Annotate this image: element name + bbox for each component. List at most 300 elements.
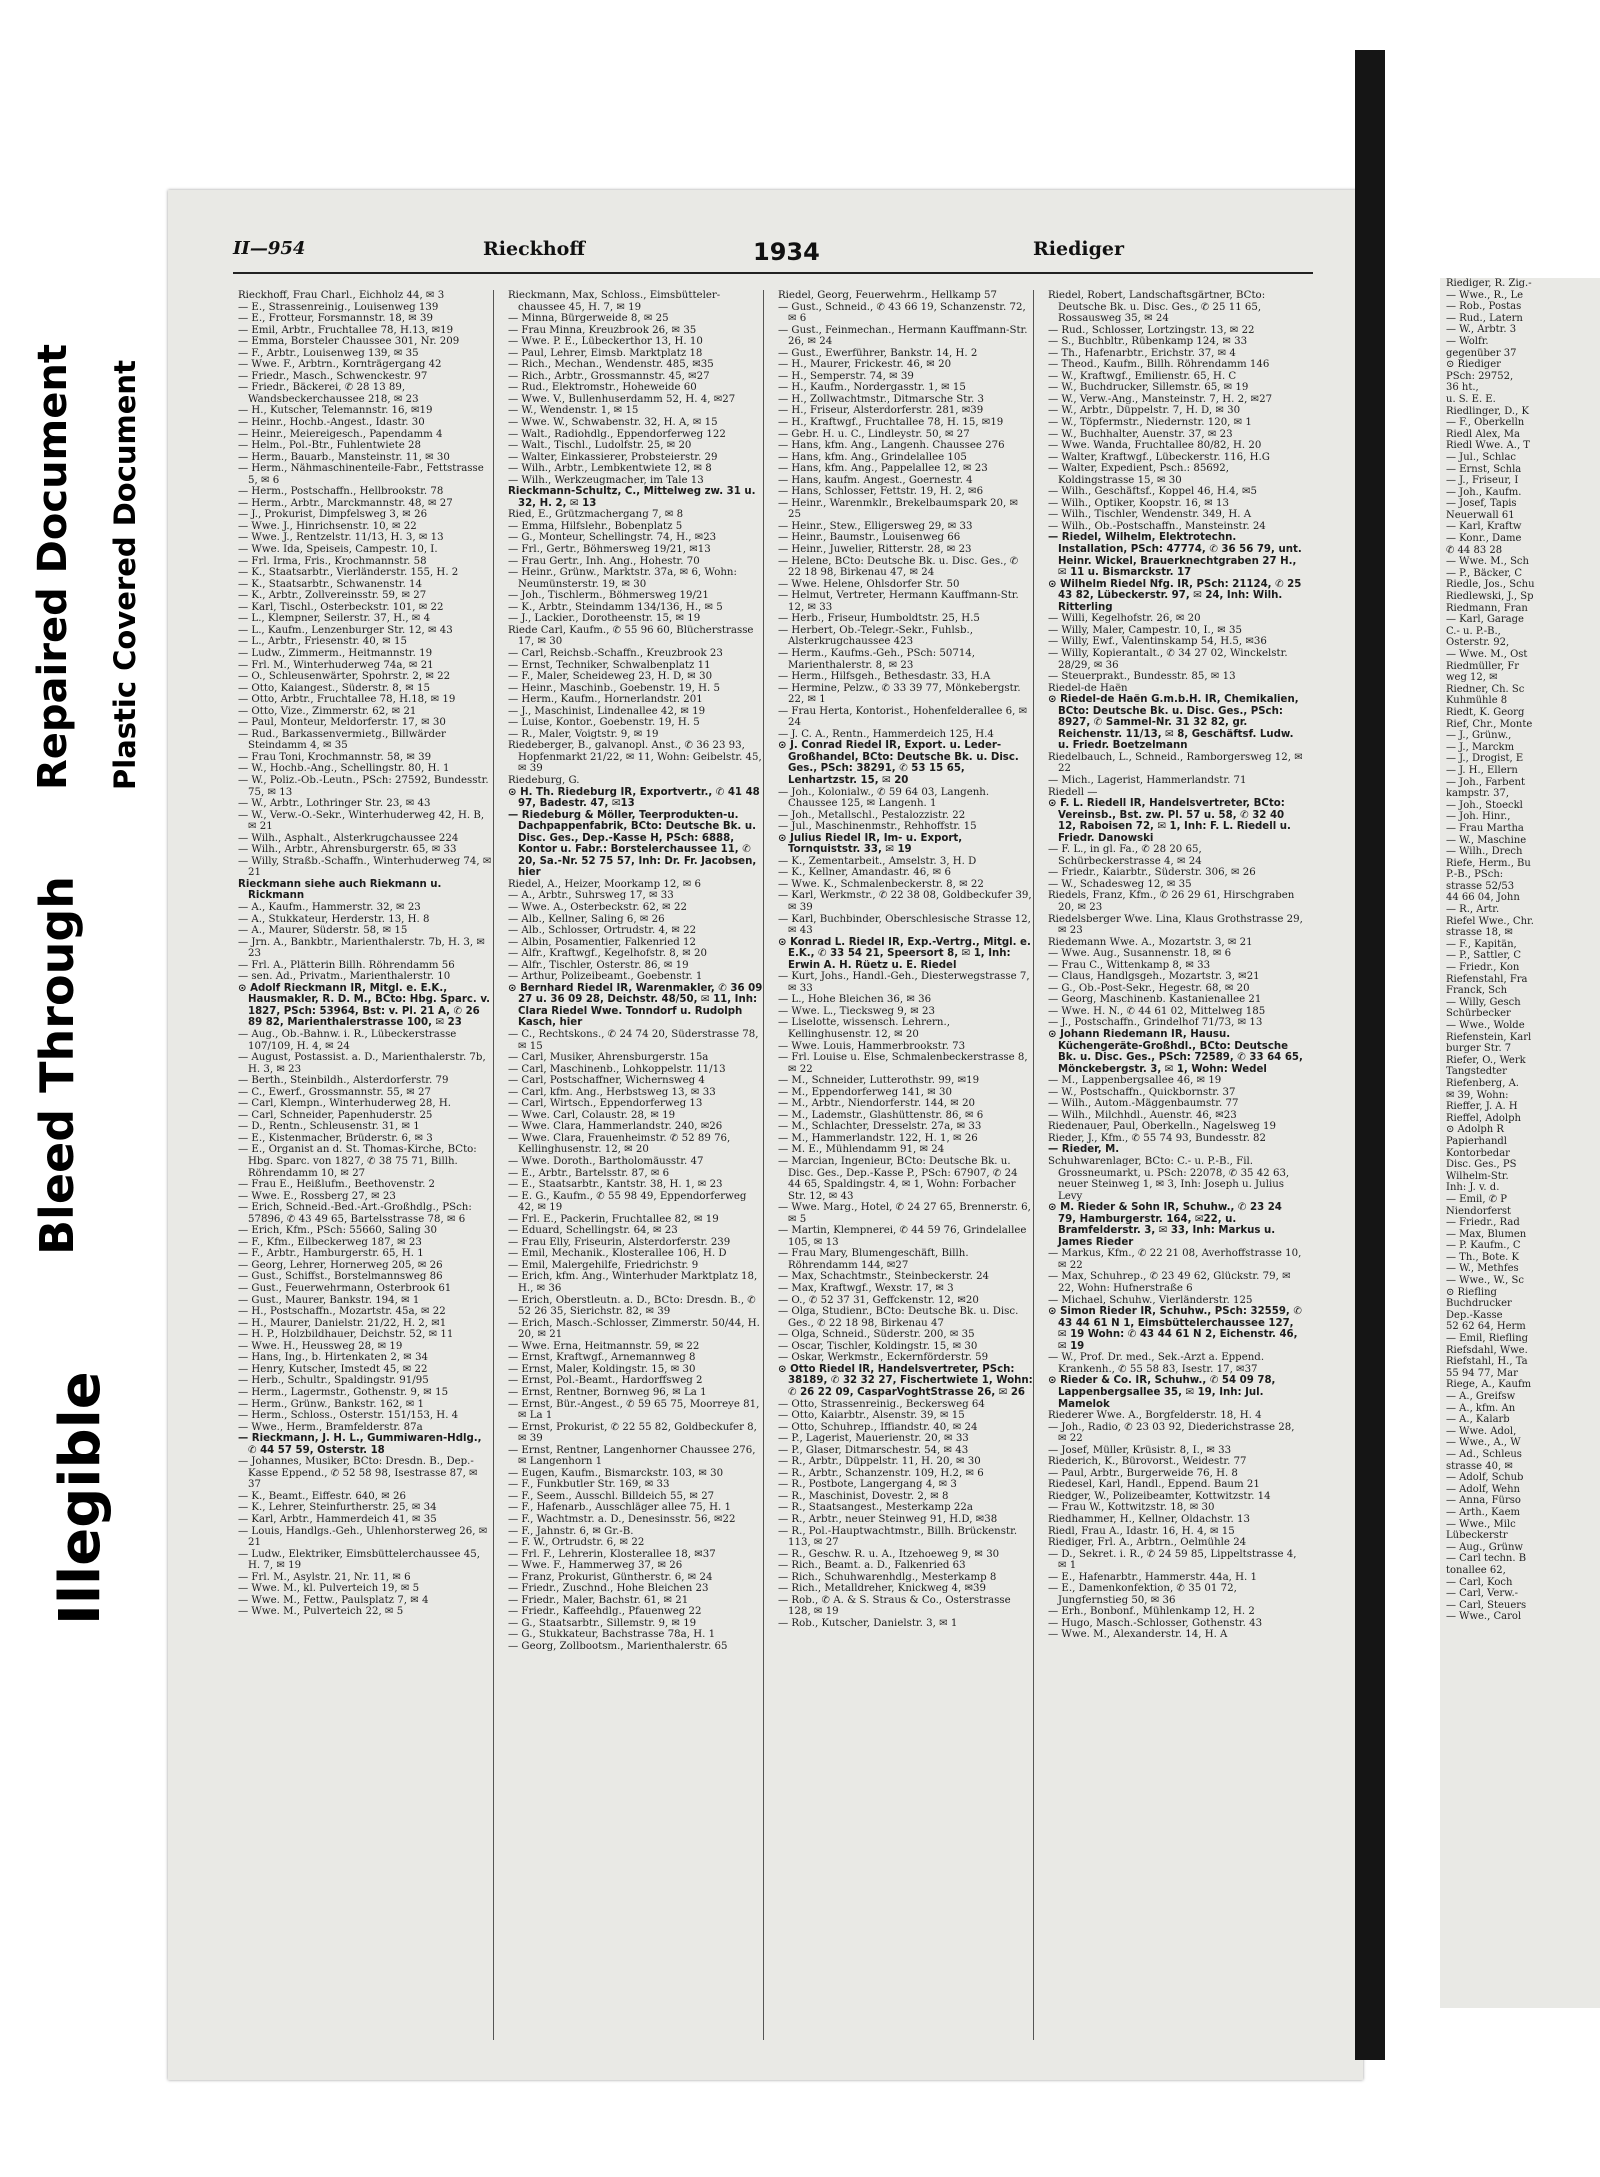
directory-entry: Riedelsberger Wwe. Lina, Klaus Grothstrasse 29, ✉ 23 [1048, 913, 1303, 937]
directory-entry: — Rud., Barkassenvermietg., Billwärder Steindamm 4, ✉ 35 [238, 728, 446, 752]
directory-entry: — Hans, kfm. Ang., Langenh. Chaussee 276 [778, 440, 1005, 452]
adjacent-page-line: — Anna, Fürso [1446, 1495, 1521, 1507]
directory-entry: ⊙ Adolf Rieckmann IR, Mitgl. e. E.K., Hausmakler, R. D. M., BCto: Hbg. Sparc. v. 1827, PSch: 53964, Bst: v. Pl. 21 A, ✆ 26 89 82, Marienthalerstrasse 100, ✉ 23 [238, 982, 490, 1029]
directory-entry: — Herm., Postschaffn., Hellbrookstr. 78 [238, 486, 444, 498]
directory-entry: — Max, Schuhrep., ✆ 23 49 62, Glückstr. 79, ✉ 22, Wohn: Hufnerstraße 6 [1048, 1271, 1291, 1295]
directory-entry: — Joh., Metallschl., Pestalozzistr. 22 [778, 809, 966, 821]
directory-entry: — Erich, Schneid.-Bed.-Art.-Großhdlg., PSch: 57896, ✆ 43 49 65, Bartelsstrasse 78, ✉ 6 [238, 1202, 472, 1225]
directory-entry: — Otto, Arbtr., Fruchtallee 78, H.18, ✉ 19 [238, 694, 456, 706]
directory-entry: — Hans, Schlosser, Fettstr. 19, H. 2, ✉6 [778, 486, 984, 498]
directory-entry: Riedelbauch, L., Schneid., Ramborgersweg 12, ✉ 22 [1048, 751, 1303, 775]
directory-entry: — Erich, Masch.-Schlosser, Zimmerstr. 50/44, H. 20, ✉ 21 [508, 1317, 760, 1341]
directory-entry: — F., Arbtr., Hamburgerstr. 65, H. 1 [238, 1248, 424, 1260]
directory-entry: — Hans, kfm. Ang., Grindelallee 105 [778, 451, 967, 463]
directory-entry: Riediger, Frl. A., Arbtrn., Oelmühle 24 [1048, 1537, 1247, 1549]
directory-entry: — Gust., Feuerwehrmann, Osterbrook 61 [238, 1283, 452, 1295]
adjacent-page-line: — Joh. Hinr., [1446, 811, 1511, 823]
directory-entry: — Henry, Kutscher, Imstedt 45, ✉ 22 [238, 1363, 428, 1375]
directory-entry: — Emma, Borsteler Chaussee 301, Nr. 209 [238, 336, 460, 348]
directory-entry: — Wwe. A., Osterbeckstr. 62, ✉ 22 [508, 901, 687, 913]
directory-entry: — Carl, Maschinenb., Lohkoppelstr. 11/13 [508, 1063, 726, 1075]
directory-entry: — C., Rechtskons., ✆ 24 74 20, Süderstrasse 78, ✉ 15 [508, 1029, 759, 1052]
header-left-guide-word: Rieckhoff [483, 238, 585, 260]
directory-entry: — Wwe. M., Fettw., Paulsplatz 7, ✉ 4 [238, 1594, 429, 1606]
directory-entry: — F., Jahnstr. 6, ✉ Gr.-B. [508, 1525, 634, 1537]
directory-entry: — Marcian, Ingenieur, BCto: Deutsche Bk. u. Disc. Ges., Dep.-Kasse P., PSch: 67907, ✆ 24 44 65, Spaldingstr. 4, ✉ 1, Wohn: Forbacher Str. 12, ✉ 43 [778, 1156, 1018, 1202]
directory-entry: — Heinr., Warenmklr., Brekelbaumspark 20, ✉ 25 [778, 497, 1019, 521]
directory-entry: — Eduard, Schellingstr. 64, ✉ 23 [508, 1225, 678, 1237]
directory-entry: Riedenauer, Paul, Oberkelln., Nagelsweg 19 [1048, 1121, 1276, 1133]
directory-entry: — Arthur, Polizeibeamt., Goebenstr. 1 [508, 971, 703, 983]
directory-entry: — Wwe. Carl, Colaustr. 28, ✉ 19 [508, 1109, 676, 1121]
directory-entry: — R., Geschw. R. u. A., Itzehoeweg 9, ✉ 30 [778, 1548, 1000, 1560]
adjacent-page-line: — Carl, Verw.- [1446, 1588, 1519, 1600]
directory-entry: — W., Arbtr., Düppelstr. 7, H. D, ✉ 30 [1048, 405, 1241, 417]
directory-entry: — M., Schneider, Lutterothstr. 99, ✉19 [778, 1075, 980, 1087]
directory-entry: — Gust., Feinmechan., Hermann Kauffmann-Str. 26, ✉ 24 [778, 324, 1028, 348]
directory-entry: Riedl, Frau A., Idastr. 16, H. 4, ✉ 15 [1048, 1525, 1235, 1537]
directory-entry: — F., Wachtmstr. a. D., Denesinsstr. 56, ✉22 [508, 1513, 736, 1525]
directory-entry: — Rud., Elektromstr., Hoheweide 60 [508, 382, 697, 394]
adjacent-page-line: Osterstr. 92, [1446, 637, 1510, 649]
adjacent-page-line: Rieffel, Adolph [1446, 1112, 1521, 1124]
directory-entry: — Ernst, Pol.-Beamt., Hardorffsweg 2 [508, 1375, 703, 1387]
directory-entry: — E., Organist an d. St. Thomas-Kirche, BCto: Hbg. Sparc. von 1827, ✆ 38 75 71, Billh. Röhrendamm 10, ✉ 27 [238, 1144, 477, 1179]
directory-entry: — Wwe. F., Hammerweg 37, ✉ 26 [508, 1560, 683, 1572]
directory-entry: Riedel-de Haën [1048, 682, 1128, 694]
adjacent-page-line: 44 66 04, John [1446, 892, 1520, 904]
adjacent-page-line: — P., Bäcker, C [1446, 567, 1522, 579]
directory-entry: — K., Beamt., Eiffestr. 640, ✉ 26 [238, 1490, 406, 1502]
directory-entry: — Frl. A., Plätterin Billh. Röhrendamm 56 [238, 959, 455, 971]
directory-entry: — Wwe. M., kl. Pulverteich 19, ✉ 5 [238, 1583, 420, 1595]
directory-entry: — Herbert, Ob.-Telegr.-Sekr., Fuhlsb., Alsterkrugchaussee 423 [778, 624, 973, 648]
directory-entry: — Friedr., Kaiarbtr., Süderstr. 306, ✉ 26 [1048, 867, 1256, 879]
adjacent-page-line: strasse 40, ✉ [1446, 1460, 1513, 1472]
directory-entry: — Franz, Prokurist, Güntherstr. 6, ✉ 24 [508, 1571, 713, 1583]
directory-entry: — Frl. M., Winterhuderweg 74a, ✉ 21 [238, 659, 434, 671]
directory-entry: — Otto, Kaiarbtr., Alsenstr. 39, ✉ 15 [778, 1410, 965, 1422]
directory-entry: — Wilh., Optiker, Koopstr. 16, ✉ 13 [1048, 497, 1230, 509]
directory-entry: — Rich., Metalldreher, Knickweg 4, ✉39 [778, 1583, 986, 1595]
adjacent-page-line: Papierhandl [1446, 1135, 1507, 1147]
adjacent-page-line: Riefer, O., Werk [1446, 1054, 1526, 1066]
adjacent-page-line: Disc. Ges., PS [1446, 1159, 1517, 1171]
directory-entry: — Gust., Ewerführer, Bankstr. 14, H. 2 [778, 347, 978, 359]
directory-entry: — Hermine, Pelzw., ✆ 33 39 77, Mönkebergstr. 22, ✉ 1 [778, 682, 1021, 706]
directory-entry: — Wwe. Clara, Hammerlandstr. 240, ✉26 [508, 1121, 723, 1133]
adjacent-page-line: Tangstedter [1446, 1066, 1507, 1078]
adjacent-page-line: — Wwe. M., Sch [1446, 556, 1529, 568]
directory-entry: — Olga, Studienr., BCto: Deutsche Bk. u. Disc. Ges., ✆ 22 18 98, Birkenau 47 [778, 1306, 1019, 1329]
directory-entry: — L., Klempner, Seilerstr. 37, H., ✉ 4 [238, 613, 431, 625]
directory-entry: — Louis, Handlgs.-Geh., Uhlenhorsterweg 26, ✉ 21 [238, 1525, 488, 1549]
directory-entry: — Carl, Musiker, Ahrensburgerstr. 15a [508, 1052, 709, 1064]
directory-entry: — Karl, Tischl., Osterbeckstr. 101, ✉ 22 [238, 601, 444, 613]
directory-entry: — Max, Schachtmstr., Steinbeckerstr. 24 [778, 1271, 990, 1283]
adjacent-page-line: Riege, A., Kaufm [1446, 1379, 1532, 1391]
directory-entry: — H., Postschaffn., Mozartstr. 45a, ✉ 22 [238, 1306, 446, 1318]
adjacent-page-line: weg 12, ✉ [1446, 672, 1498, 684]
directory-entry: Rieder, J., Kfm., ✆ 55 74 93, Bundesstr. 82 [1048, 1132, 1267, 1144]
directory-entry: Riedeburg, G. [508, 774, 580, 786]
adjacent-page-line: — W., Arbtr. 3 [1446, 324, 1517, 336]
directory-entry: — Wwe. V., Bullenhuserdamm 52, H. 4, ✉27 [508, 393, 736, 405]
label-repaired-document: Repaired Document [30, 344, 76, 790]
adjacent-page-line: 36 ht., [1446, 382, 1479, 394]
directory-entry: — H., Kaufm., Nordergasstr. 1, ✉ 15 [778, 382, 966, 394]
directory-entry: — Wwe. Helene, Ohlsdorfer Str. 50 [778, 578, 960, 590]
adjacent-page-line: — Ernst, Schla [1446, 463, 1522, 475]
adjacent-page-line: — Wwe., R., Le [1446, 289, 1524, 301]
directory-entry: — Oscar, Tischler, Koldingstr. 15, ✉ 30 [778, 1340, 978, 1352]
directory-entry: — Frl. F., Lehrerin, Klosterallee 18, ✉37 [508, 1548, 716, 1560]
directory-entry: — Wwe. Doroth., Bartholomäusstr. 47 [508, 1156, 704, 1168]
adjacent-page-line: — Wwe., W., Sc [1446, 1275, 1524, 1287]
directory-entry: — Olga, Schneid., Süderstr. 200, ✉ 35 [778, 1329, 975, 1341]
adjacent-page-line: Riedle, Jos., Schu [1446, 579, 1535, 591]
directory-entry: — Helm., Pol.-Btr., Fuhlentwiete 28 [238, 440, 421, 452]
directory-entry: — W., Buchhalter, Auenstr. 37, ✉ 23 [1048, 428, 1233, 440]
directory-entry: — F., Hafenarb., Ausschläger allee 75, H. 1 [508, 1502, 731, 1514]
directory-entry: — Wwe. Marg., Hotel, ✆ 24 27 65, Brennerstr. 6, ✉ 5 [778, 1202, 1031, 1225]
directory-entry: — Liselotte, wissensch. Lehrern., Kellinghusenstr. 12, ✉ 20 [778, 1017, 950, 1040]
directory-entry: — Carl, Reichsb.-Schaffn., Kreuzbrook 23 [508, 647, 723, 659]
directory-entry: — Walter, Kraftwgf., Lübeckerstr. 116, H.G [1048, 451, 1270, 463]
adjacent-page-line: Riefe, Herm., Bu [1446, 857, 1531, 869]
directory-entry: — P., Lagerist, Mauerienstr. 20, ✉ 33 [778, 1433, 969, 1445]
directory-entry: — Paul, Lehrer, Eimsb. Marktplatz 18 [508, 347, 703, 359]
directory-entry: — Wilh., Arbtr., Ahrensburgerstr. 65, ✉ 33 [238, 844, 457, 856]
directory-entry: — Hans, kaufm. Angest., Goernestr. 4 [778, 474, 973, 486]
directory-entry: — Ernst, Rentner, Bornweg 96, ✉ La 1 [508, 1386, 707, 1398]
directory-entry: — Herb., Friseur, Humboldtstr. 25, H.5 [778, 613, 980, 625]
adjacent-page-line: burger Str. 7 [1446, 1043, 1512, 1055]
directory-entry: — Max, Kraftwgf., Wexstr. 17, ✉ 3 [778, 1283, 954, 1295]
directory-entry: — W., Hochb.-Ang., Schellingstr. 80, H. 1 [238, 763, 450, 775]
adjacent-page-line: — P., Sattler, C [1446, 950, 1522, 962]
directory-entry: — Georg, Maschinenb. Kastanienallee 21 [1048, 994, 1262, 1006]
adjacent-page-line: — Ad., Schleus [1446, 1448, 1522, 1460]
adjacent-page-line: — Wilh., Drech [1446, 846, 1523, 858]
header-year: 1934 [753, 238, 820, 266]
directory-entry: — Martin, Klempnerei, ✆ 44 59 76, Grindelallee 105, ✉ 13 [778, 1225, 1027, 1248]
directory-entry: — K., Staatsarbtr., Schwanenstr. 14 [238, 578, 423, 590]
adjacent-page-line: Riefsdahl, Wwe. [1446, 1344, 1528, 1356]
adjacent-page-line: — Jul., Schlac [1446, 451, 1517, 463]
directory-entry: — Erich, Kfm., PSch: 55660, Saling 30 [238, 1225, 437, 1237]
adjacent-page-line: ⊙ Riediger [1446, 359, 1501, 371]
adjacent-page-line: Niendorferst [1446, 1205, 1512, 1217]
directory-entry: — Otto, Schuhrep., Iffiandstr. 40, ✉ 24 [778, 1421, 978, 1433]
directory-entry: — D., Sekret. i. R., ✆ 24 59 85, Lippeltstrasse 4, ✉ 1 [1048, 1548, 1297, 1572]
adjacent-page-line: — Wwe. Adol, [1446, 1425, 1517, 1437]
page-header [233, 232, 1313, 274]
directory-entry: — Josef, Müller, Krüsistr. 8, I., ✉ 33 [1048, 1444, 1232, 1456]
directory-entry: Riedesel, Karl, Handl., Eppend. Baum 21 [1048, 1479, 1260, 1491]
adjacent-page-line: strasse 18, ✉ [1446, 927, 1513, 939]
directory-entry: — R., Staatsangest., Mesterkamp 22a [778, 1502, 973, 1514]
adjacent-page-line: Riefel Wwe., Chr. [1446, 915, 1534, 927]
directory-entry: — Jrn. A., Bankbtr., Marienthalerstr. 7b, H. 3, ✉ 23 [238, 936, 485, 960]
directory-entry: — Frau C., Wittenkamp 8, ✉ 33 [1048, 959, 1211, 971]
directory-entry: — Wilh., Werkzeugmacher, im Tale 13 [508, 474, 704, 486]
directory-entry: — L., Hohe Bleichen 36, ✉ 36 [778, 994, 932, 1006]
directory-entry: — P., Glaser, Ditmarschestr. 54, ✉ 43 [778, 1444, 969, 1456]
directory-entry: — Wwe. L., Tiecksweg 9, ✉ 23 [778, 1005, 935, 1017]
directory-entry: — Gebr. H. u. C., Lindleystr. 50, ✉ 27 [778, 428, 970, 440]
directory-entry: Rieckmann siehe auch Riekmann u. Rickmann [238, 878, 442, 902]
directory-entry: — R., Arbtr., neuer Steinweg 91, H.D, ✉38 [778, 1513, 998, 1525]
directory-entry: — Markus, Kfm., ✆ 22 21 08, Averhoffstrasse 10, ✉ 22 [1048, 1248, 1302, 1271]
directory-entry: Riedger, W., Polizeibeamter, Kottwitzstr. 14 [1048, 1490, 1271, 1502]
directory-entry: — W., Töpfermstr., Niedernstr. 120, ✉ 1 [1048, 417, 1252, 429]
directory-column-1 [238, 290, 494, 2040]
directory-entry: — Heinr., Maschinb., Goebenstr. 19, H. 5 [508, 682, 720, 694]
directory-entry: — Wwe., Herm., Bramfelderstr. 87a [238, 1421, 423, 1433]
directory-entry: — Frau Herta, Kontorist., Hohenfelderallee 6, ✉ 24 [778, 705, 1028, 729]
directory-entry: — W., Verw.-O.-Sekr., Winterhuderweg 42, H. B, ✉ 21 [238, 809, 485, 833]
directory-entry: — E., Damenkonfektion, ✆ 35 01 72, Jungfernstieg 50, ✉ 36 [1048, 1583, 1237, 1606]
directory-entry: — Frl. M., Asylstr. 21, Nr. 11, ✉ 6 [238, 1571, 411, 1583]
directory-entry: — Frau W., Kottwitzstr. 18, ✉ 30 [1048, 1502, 1215, 1514]
directory-entry: — Friedr., Zuschnd., Hohe Bleichen 23 [508, 1583, 709, 1595]
directory-entry: — Otto, Vize., Zimmerstr. 62, ✉ 21 [238, 705, 417, 717]
directory-entry: — Oskar, Werkmstr., Eckernförderstr. 59 [778, 1352, 989, 1364]
directory-entry: — Alfr., Tischler, Osterstr. 86, ✉ 19 [508, 959, 689, 971]
directory-entry: — Erh., Bonbonf., Mühlenkamp 12, H. 2 [1048, 1606, 1255, 1618]
directory-entry: — Paul, Monteur, Meldorferstr. 17, ✉ 30 [238, 717, 446, 729]
adjacent-page-line: Kuhmühle 8 [1446, 695, 1508, 707]
directory-entry: — Frl. Louise u. Else, Schmalenbeckerstrasse 8, ✉ 22 [778, 1052, 1028, 1075]
adjacent-page-line: — W., Methfes [1446, 1263, 1519, 1275]
header-right-guide-word: Riediger [1033, 238, 1124, 260]
directory-entry: — Wwe. J., Rentzelstr. 11/13, H. 3, ✉ 13 [238, 532, 444, 544]
directory-entry: — Wilh., Milchhdl., Auenstr. 46, ✉23 [1048, 1109, 1237, 1121]
adjacent-page-line: Riedmüller, Fr [1446, 660, 1520, 672]
directory-entry: — Alb., Schlosser, Ortrudstr. 4, ✉ 22 [508, 925, 697, 937]
directory-entry: — K., Kellner, Amandastr. 46, ✉ 6 [778, 867, 951, 879]
directory-entry: — W., Buchdrucker, Sillemstr. 65, ✉ 19 [1048, 382, 1249, 394]
adjacent-page-line: — Willy, Gesch [1446, 996, 1521, 1008]
directory-column-3 [778, 290, 1034, 2040]
directory-entry: — Heinr., Juwelier, Ritterstr. 28, ✉ 23 [778, 544, 972, 556]
directory-entry: ⊙ Bernhard Riedel IR, Warenmakler, ✆ 36 09 27 u. 36 09 28, Deichstr. 48/50, ✉ 11, Inh: Clara Riedel Wwe. Tonndorf u. Rudolph Kasch, hier [508, 982, 763, 1029]
directory-entry: — F., Kfm., Eilbeckerweg 187, ✉ 23 [238, 1236, 422, 1248]
directory-entry: — Frl., Gertr., Böhmersweg 19/21, ✉13 [508, 544, 711, 556]
directory-entry: — Aug., Ob.-Bahnw. i. R., Lübeckerstrasse 107/109, H. 4, ✉ 24 [238, 1029, 457, 1052]
directory-entry: Riedel, Robert, Landschaftsgärtner, BCto: Deutsche Bk. u. Disc. Ges., ✆ 25 11 65, Rossausweg 35, ✉ 24 [1048, 290, 1266, 325]
directory-entry: — Frau Minna, Kreuzbrook 26, ✉ 35 [508, 324, 697, 336]
directory-entry: — A., Arbtr., Suhrsweg 17, ✉ 33 [508, 890, 674, 902]
directory-entry: Riederich, K., Bürovorst., Weidestr. 77 [1048, 1456, 1247, 1468]
directory-entry: — Herm., Kaufm., Hornerlandstr. 201 [508, 694, 703, 706]
directory-entry: — Ernst, Prokurist, ✆ 22 55 82, Goldbeckufer 8, ✉ 39 [508, 1421, 757, 1445]
directory-entry: — Frau Mary, Blumengeschäft, Billh. Röhrendamm 144, ✉27 [778, 1248, 969, 1271]
adjacent-page-line: — J., Friseur, I [1446, 475, 1519, 487]
directory-entry: — H., Kutscher, Telemannstr. 16, ✉19 [238, 405, 433, 417]
directory-entry: — Karl, Arbtr., Hammerdeich 41, ✉ 35 [238, 1513, 437, 1525]
directory-entry: — G., Stukkateur, Bachstrasse 78a, H. 1 [508, 1629, 716, 1641]
directory-entry: — Ernst, Techniker, Schwalbenplatz 11 [508, 659, 711, 671]
directory-entry: — Ernst, Kraftwgf., Arnemannweg 8 [508, 1352, 696, 1364]
directory-entry: — K., Arbtr., Zollvereinsstr. 59, ✉ 27 [238, 590, 427, 602]
directory-entry: — M., Schlachter, Dresselstr. 27a, ✉ 33 [778, 1121, 982, 1133]
directory-entry: — Wilh., Autom.-Mäggenbaumstr. 77 [1048, 1098, 1239, 1110]
directory-entry: — Rob., Kutscher, Danielstr. 3, ✉ 1 [778, 1617, 958, 1629]
directory-entry: — Rieckmann, J. H. L., Gummiwaren-Hdlg., ✆ 44 57 59, Osterstr. 18 [238, 1433, 482, 1456]
adjacent-page-line: Kontorbedar [1446, 1147, 1510, 1159]
label-bleed-through: Bleed Through [30, 875, 84, 1255]
directory-entry: — Herm., Hilfsgeh., Bethesdastr. 33, H.A [778, 671, 991, 683]
directory-entry: — R., Maschinist, Dovestr. 2, ✉ 8 [778, 1490, 949, 1502]
adjacent-page-line: — Joh., Farbent [1446, 776, 1525, 788]
adjacent-page-line: Riedl Alex, Ma [1446, 428, 1520, 440]
directory-entry: — Hans, kfm. Ang., Pappelallee 12, ✉ 23 [778, 463, 988, 475]
directory-column-2 [508, 290, 764, 2040]
directory-entry: — Otto, Strassenreinig., Beckersweg 64 [778, 1398, 985, 1410]
adjacent-page-line: — Wwe., Wolde [1446, 1020, 1525, 1031]
adjacent-page-line: — J., Marckm [1446, 741, 1515, 753]
directory-entry: ⊙ J. Conrad Riedel IR, Export. u. Leder-Großhandel, BCto: Deutsche Bk. u. Disc. Ges., PSch: 38291, ✆ 53 15 65, Lenhartzstr. 15, ✉ 20 [778, 740, 1019, 786]
adjacent-page-line: u. S. E. E. [1446, 393, 1496, 405]
directory-entry: — Georg, Lehrer, Hornerweg 205, ✉ 26 [238, 1259, 443, 1271]
directory-entry: — Wilh., Tischler, Wendenstr. 349, H. A [1048, 509, 1252, 521]
directory-entry: — Rich., Beamt. a. D., Falkenried 63 [778, 1560, 966, 1572]
adjacent-page-line: Wilhelm-Str. [1446, 1170, 1509, 1182]
directory-entry: — Wwe. Wanda, Fruchtallee 80/82, H. 20 [1048, 440, 1262, 452]
directory-entry: — Helmut, Vertreter, Hermann Kauffmann-Str. 12, ✉ 33 [778, 590, 1019, 613]
directory-entry: — Hans, Ing., b. Hirtenkaten 2, ✉ 34 [238, 1352, 429, 1364]
adjacent-page-line: — Emil, Riefling [1446, 1333, 1529, 1345]
directory-entry: — E., Arbtr., Bartelsstr. 87, ✉ 6 [508, 1167, 670, 1179]
label-plastic-covered-document: Plastic Covered Document [108, 360, 142, 790]
adjacent-page-line: — Joh., Kaufm. [1446, 486, 1522, 498]
directory-columns [238, 290, 1318, 2040]
directory-entry: — Heinr., Stew., Elligersweg 29, ✉ 33 [778, 520, 973, 532]
directory-entry: — Emil, Malergehilfe, Friedrichstr. 9 [508, 1259, 699, 1271]
directory-entry: — Johannes, Musiker, BCto: Dresdn. B., Dep.-Kasse Eppend., ✆ 52 58 98, Isestrasse 87, ✉ 37 [238, 1456, 478, 1491]
directory-entry: — Friedr., Maler, Bachstr. 61, ✉ 21 [508, 1594, 689, 1606]
adjacent-page-line: — W., Maschine [1446, 834, 1527, 846]
directory-entry: — Joh., Radio, ✆ 23 03 92, Diederichstrasse 28, ✉ 22 [1048, 1421, 1295, 1445]
adjacent-page-line: ✉ 39, Wohn: [1446, 1089, 1509, 1101]
directory-entry: — Carl, Schneider, Papenhuderstr. 25 [238, 1109, 433, 1121]
directory-entry: — Wwe. Ida, Speiseis, Campestr. 10, I. [238, 544, 438, 556]
directory-entry: — Wilh., Asphalt., Alsterkrugchaussee 224 [238, 832, 459, 844]
adjacent-page-line: — Rud., Latern [1446, 312, 1523, 324]
adjacent-page-line: gegenüber 37 [1446, 347, 1517, 359]
directory-entry: — Willy, Kopierantalt., ✆ 34 27 02, Winckelstr. 28/29, ✉ 36 [1048, 647, 1288, 671]
directory-entry: — H. P., Holzbildhauer, Deichstr. 52, ✉ 11 [238, 1329, 454, 1341]
directory-entry: — D., Rentn., Schleusenstr. 31, ✉ 1 [238, 1121, 420, 1133]
directory-entry: ⊙ Otto Riedel IR, Handelsvertreter, PSch: 38189, ✆ 32 32 27, Fischertwiete 1, Wohn: ✆ 26 22 09, CasparVoghtStrasse 26, ✉ 26 [778, 1363, 1033, 1398]
directory-entry: — Wwe. M., Pulverteich 22, ✉ 5 [238, 1606, 404, 1618]
directory-entry: Riedhammer, H., Kellner, Oldachstr. 13 [1048, 1513, 1250, 1525]
directory-entry: — Heinr., Meiereigesch., Papendamm 4 [238, 428, 443, 440]
adjacent-page-line: Riefstahl, H., Ta [1446, 1356, 1528, 1368]
adjacent-page-line: — Rob., Postas [1446, 301, 1522, 313]
adjacent-page-line: — Friedr., Rad [1446, 1217, 1520, 1229]
adjacent-page-line: — A., kfm. An [1446, 1402, 1516, 1414]
adjacent-page-line: Buchdrucker [1446, 1298, 1512, 1310]
directory-entry: — Ernst, Rentner, Langenhorner Chaussee 276, ✉ Langenhorn 1 [508, 1444, 756, 1468]
directory-entry: Riedell — [1048, 786, 1098, 798]
directory-entry: — Walt., Radiohdlg., Eppendorferweg 122 [508, 428, 726, 440]
adjacent-page-line: Riedl Wwe. A., T [1446, 440, 1530, 452]
directory-entry: — A., Stukkateur, Herderstr. 13, H. 8 [238, 913, 430, 925]
directory-entry: — K., Staatsarbtr., Vierländerstr. 155, H. 2 [238, 567, 459, 579]
directory-entry: — Wwe. Erna, Heitmannstr. 59, ✉ 22 [508, 1340, 700, 1352]
directory-entry: Riedel, A., Heizer, Moorkamp 12, ✉ 6 [508, 878, 702, 890]
directory-entry: — M., Eppendorferweg 141, ✉ 30 [778, 1086, 953, 1098]
directory-entry: — R., Pol.-Hauptwachtmstr., Billh. Brückenstr. 113, ✉ 27 [778, 1525, 1018, 1549]
directory-entry: — Theod., Kaufm., Billh. Röhrendamm 146 [1048, 359, 1270, 371]
directory-column-4 [1048, 290, 1303, 2040]
adjacent-page-line: Dep.-Kasse [1446, 1309, 1503, 1321]
directory-entry: — H., Semperstr. 74, ✉ 39 [778, 370, 914, 382]
directory-entry: — Wwe. H. N., ✆ 44 61 02, Mittelweg 185 [1048, 1005, 1266, 1017]
directory-entry: — Albin, Posamentier, Falkenried 12 [508, 936, 696, 948]
adjacent-page-line: kampstr. 37, [1446, 788, 1509, 800]
directory-entry: — Kurt, Johs., Handl.-Geh., Diesterwegstrasse 7, ✉ 33 [778, 971, 1030, 994]
adjacent-page-line: — F., Oberkelln [1446, 417, 1525, 429]
directory-entry: — Willy, Maler, Campestr. 10, I., ✉ 35 [1048, 624, 1242, 636]
directory-entry: — W., Verw.-Ang., Mansteinstr. 7, H. 2, ✉27 [1048, 393, 1273, 405]
directory-entry: — R., Maler, Voigtstr. 9, ✉ 19 [508, 728, 659, 740]
directory-entry: — G., Monteur, Schellingstr. 74, H., ✉23 [508, 532, 717, 544]
adjacent-page-line: — Frau Martha [1446, 822, 1524, 834]
directory-entry: — F., Arbtr., Louisenweg 139, ✉ 35 [238, 347, 419, 359]
adjacent-page-line: Riefenstein, Karl [1446, 1031, 1532, 1043]
directory-entry: — E., Hafenarbtr., Hammerstr. 44a, H. 1 [1048, 1571, 1258, 1583]
adjacent-page-line: — Joh., Stoeckl [1446, 799, 1523, 811]
adjacent-page-line: — Wwe., Carol [1446, 1611, 1522, 1623]
directory-entry: — Jul., Maschinenmstr., Rehhoffstr. 15 [778, 821, 977, 833]
directory-entry: — Wilh., Arbtr., Lembkentwiete 12, ✉ 8 [508, 463, 712, 475]
adjacent-page-line: — Carl techn. B [1446, 1553, 1527, 1565]
directory-entry: — H., Friseur, Alsterdorferstr. 281, ✉39 [778, 405, 984, 417]
directory-entry: — Willy, Straßb.-Schaffn., Winterhuderweg 74, ✉ 21 [238, 855, 492, 879]
page-number: II—954 [233, 238, 306, 259]
directory-entry: Riedemann Wwe. A., Mozartstr. 3, ✉ 21 [1048, 936, 1253, 948]
directory-entry: — W., Poliz.-Ob.-Leutn., PSch: 27592, Bundesstr. 75, ✉ 13 [238, 774, 489, 798]
directory-entry: — Rob., ✆ A. & S. Straus & Co., Osterstrasse 128, ✉ 19 [778, 1594, 1011, 1618]
directory-entry: ⊙ H. Th. Riedeburg IR, Exportvertr., ✆ 41 48 97, Badestr. 47, ✉13 [508, 786, 760, 810]
adjacent-page-line: — Th., Bote. K [1446, 1251, 1519, 1263]
directory-entry: — Wwe. H., Heussweg 28, ✉ 19 [238, 1340, 403, 1352]
adjacent-page-line: Neuerwall 61 [1446, 509, 1515, 521]
directory-entry: — Frau Elly, Friseurin, Alsterdorferstr. 239 [508, 1236, 731, 1248]
adjacent-page-line: Schürbecker [1446, 1008, 1511, 1020]
directory-entry: — Minna, Bürgerweide 8, ✉ 25 [508, 313, 669, 325]
directory-entry: — W., Arbtr., Lothringer Str. 23, ✉ 43 [238, 798, 431, 810]
directory-entry: ⊙ Rieder & Co. IR, Schuhw., ✆ 54 09 78, Lappenbergsallee 35, ✉ 19, Inh: Jul. Mamelok [1048, 1375, 1276, 1410]
adjacent-page-line: 52 62 64, Herm [1446, 1321, 1526, 1333]
adjacent-page-line: PSch: 29752, [1446, 370, 1514, 382]
adjacent-page-line: Riedmann, Fran [1446, 602, 1528, 614]
directory-entry: — Gust., Maurer, Bankstr. 194, ✉ 1 [238, 1294, 420, 1306]
adjacent-page-line: Rieffer, J. A. H [1446, 1101, 1518, 1113]
directory-entry: — Gust., Schiffst., Borstelmannsweg 86 [238, 1271, 443, 1283]
adjacent-page-line: — R., Artr. [1446, 904, 1500, 916]
directory-entry: — Joh., Tischlerm., Böhmersweg 19/21 [508, 590, 709, 602]
directory-entry: — Berth., Steinbildh., Alsterdorferstr. 79 [238, 1075, 449, 1087]
directory-entry: — Luise, Kontor., Goebenstr. 19, H. 5 [508, 717, 700, 729]
adjacent-page-line: Inh: J. v. d. [1446, 1182, 1500, 1194]
directory-entry: — W., Postschaffn., Quickbornstr. 37 [1048, 1086, 1236, 1098]
directory-entry: — Wilh., Geschäftsf., Koppel 46, H.4, ✉5 [1048, 486, 1258, 498]
